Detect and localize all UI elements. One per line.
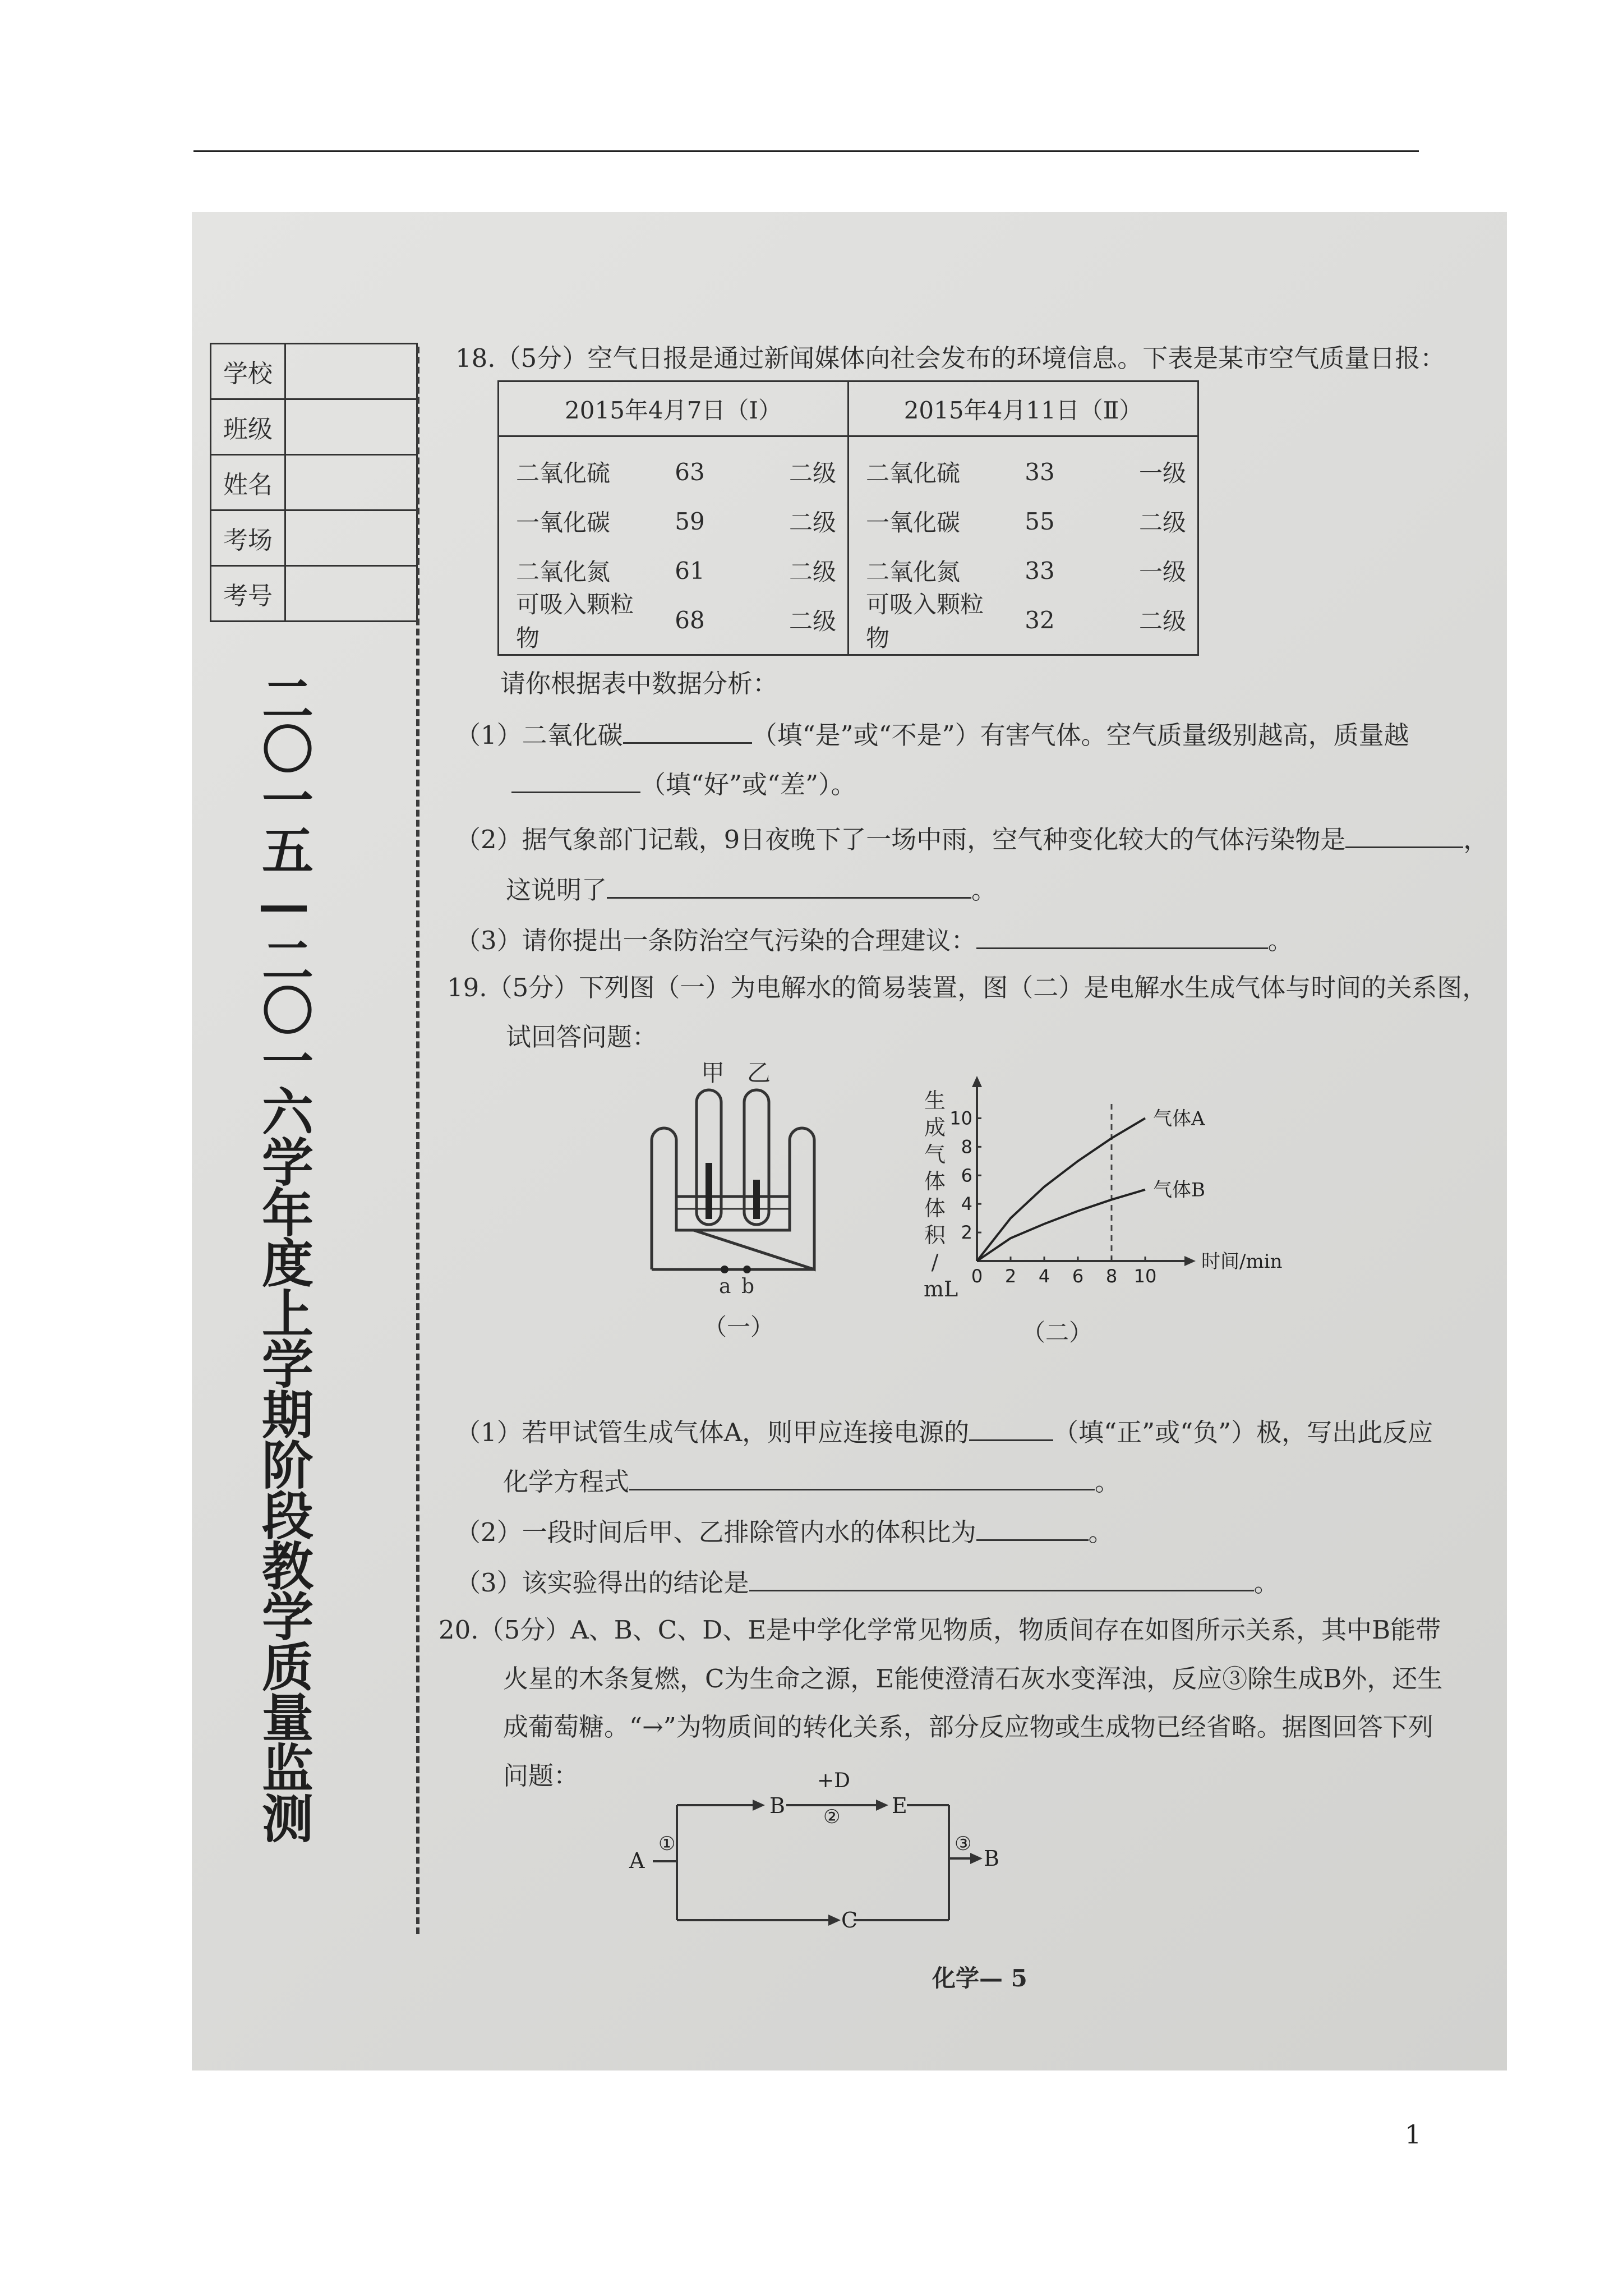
tube-label-jia: 甲	[701, 1059, 725, 1087]
table-row	[866, 447, 1186, 496]
node-a: A	[629, 1848, 645, 1873]
answer-blank[interactable]	[976, 1518, 1089, 1541]
y-tick-label: 10	[949, 1107, 972, 1129]
plus-d-label: +D	[817, 1769, 851, 1792]
table-header-cell: 2015年4月11日（Ⅱ）	[903, 396, 1143, 424]
table-row	[866, 496, 1186, 546]
q19-stem: 19.（5分）下列图（一）为电解水的简易装置，图（二）是电解水生成气体与时间的关系图，	[447, 973, 1488, 1002]
x-tick-label: 10	[1133, 1266, 1157, 1287]
pollutant-index: 33	[1025, 458, 1055, 486]
y-tick-label: 8	[961, 1136, 972, 1158]
terminal-b: b	[741, 1275, 755, 1298]
info-label: 班级	[211, 400, 286, 454]
q18-prompt: 请你根据表中数据分析：	[500, 669, 778, 698]
info-blank[interactable]	[286, 344, 416, 398]
terminal-a: a	[719, 1275, 731, 1298]
series-label: 气体B	[1153, 1179, 1205, 1202]
node-b-product: B	[984, 1846, 999, 1871]
gas-volume-chart	[943, 1093, 1283, 1295]
x-tick-label: 0	[971, 1266, 983, 1287]
q18-part3-end: 。	[1267, 926, 1293, 955]
series-label: 气体A	[1153, 1107, 1205, 1130]
q20-line2: 火星的木条复燃，C为生命之源，E能使澄清石灰水变浑浊，反应③除生成B外，还生	[503, 1664, 1443, 1694]
q18-part1-a: （1）二氧化碳	[455, 720, 623, 750]
q19-part3-text: （3）该实验得出的结论是	[455, 1568, 749, 1598]
ylabel-char: 气	[924, 1142, 946, 1167]
pollutant-level: 一级	[1138, 459, 1186, 487]
q18-part1-line1	[455, 721, 1409, 748]
pollutant-name: 一氧化碳	[516, 509, 611, 536]
q18-part1-b: （填“是”或“不是”）有害气体。空气质量级别越高，质量越	[751, 720, 1409, 750]
pollutant-index: 68	[675, 606, 705, 634]
info-blank[interactable]	[286, 455, 416, 509]
y-tick-label: 6	[961, 1165, 972, 1186]
pollutant-index: 59	[675, 507, 705, 535]
series-line-gas-a	[977, 1118, 1145, 1261]
pollutant-index: 32	[1025, 606, 1055, 634]
air-quality-table	[497, 380, 1199, 656]
q18-part1-line2	[511, 770, 856, 797]
student-info-box	[210, 343, 418, 622]
info-row-class	[211, 400, 416, 455]
pollutant-level: 二级	[789, 558, 836, 586]
q19-part3	[455, 1568, 1279, 1598]
q19-part1-c-end: 。	[1095, 1467, 1121, 1497]
exam-title-vertical: 二〇一五—二〇一六学年度上学期阶段教学质量监测	[253, 672, 314, 1842]
table-body	[499, 437, 1197, 654]
info-label: 考场	[211, 511, 286, 565]
figure2-caption: （二）	[1022, 1319, 1093, 1346]
y-tick-label: 2	[961, 1222, 972, 1244]
q19-part1-b: （填“正”或“负”）极，写出此反应	[1053, 1418, 1433, 1447]
tube-label-yi: 乙	[747, 1059, 771, 1087]
q19-part2-text: （2）一段时间后甲、乙排除管内水的体积比为	[455, 1517, 976, 1547]
chart-ylabel	[924, 1087, 958, 1303]
answer-blank[interactable]	[623, 721, 752, 744]
ylabel-char: mL	[924, 1277, 958, 1301]
table-column-left	[499, 437, 849, 654]
pollutant-name: 二氧化硫	[516, 459, 611, 487]
q19-part2	[455, 1518, 1114, 1545]
info-blank[interactable]	[286, 400, 416, 454]
subject-page-label: 化学— 5	[932, 1964, 1027, 1992]
info-label: 姓名	[211, 455, 286, 509]
answer-blank[interactable]	[976, 926, 1268, 949]
q18-part1-c: （填“好”或“差”）。	[640, 770, 856, 799]
answer-blank[interactable]	[511, 770, 640, 793]
ylabel-char: 体	[924, 1196, 946, 1221]
info-row-name	[211, 455, 416, 511]
figure1-caption: （一）	[703, 1313, 774, 1341]
q18-part3	[455, 926, 1293, 953]
pollutant-level: 一级	[1138, 558, 1186, 586]
table-header	[499, 382, 1197, 437]
q19-part1-c: 化学方程式	[503, 1467, 630, 1497]
reaction-3-label: ③	[955, 1833, 972, 1855]
info-blank[interactable]	[286, 511, 416, 565]
header-rule	[193, 150, 1419, 152]
pollutant-index: 55	[1025, 507, 1055, 535]
x-axis-arrow	[1184, 1256, 1196, 1266]
q19-part1-a: （1）若甲试管生成气体A，则甲应连接电源的	[455, 1418, 970, 1447]
scanned-exam-photo	[192, 212, 1507, 2070]
y-axis-arrow	[972, 1076, 982, 1087]
q18-part2-a-end: ，	[1463, 825, 1489, 854]
table-row	[516, 447, 836, 496]
answer-blank[interactable]	[1345, 825, 1463, 848]
table-row	[866, 591, 1186, 652]
q20-line1: 20.（5分）A、B、C、D、E是中学化学常见物质，物质间存在如图所示关系，其中B能带	[439, 1615, 1441, 1645]
table-row	[516, 591, 836, 652]
x-tick-label: 2	[1004, 1266, 1017, 1287]
q20-line4: 问题：	[503, 1761, 579, 1791]
answer-blank[interactable]	[749, 1568, 1254, 1591]
pollutant-level: 二级	[1138, 608, 1186, 635]
pollutant-index: 61	[675, 556, 705, 585]
pollutant-index: 33	[1025, 556, 1055, 585]
q18-part2-b: 这说明了	[506, 875, 607, 905]
pollutant-name: 二氧化氮	[866, 558, 961, 586]
x-tick-label: 4	[1038, 1266, 1050, 1287]
pollutant-level: 二级	[789, 459, 836, 487]
info-row-room	[211, 511, 416, 567]
pollutant-name: 二氧化硫	[866, 459, 961, 487]
q19-part1-line1	[455, 1418, 1433, 1445]
series-line-gas-b	[977, 1190, 1145, 1261]
electrolysis-apparatus	[640, 1084, 826, 1286]
node-c: C	[841, 1908, 858, 1932]
q20-line3: 成葡萄糖。“→”为物质间的转化关系，部分反应物或生成物已经省略。据图回答下列	[503, 1712, 1433, 1742]
page-number: 1	[1405, 2119, 1422, 2150]
table-row	[516, 496, 836, 546]
q19-part1-line2	[503, 1467, 1121, 1497]
table-header-cell: 2015年4月7日（Ⅰ）	[499, 382, 849, 435]
answer-blank[interactable]	[607, 876, 971, 899]
q18-part2-line2	[506, 876, 997, 903]
answer-blank[interactable]	[969, 1418, 1053, 1441]
q18-part2-line1	[455, 825, 1488, 852]
info-label: 学校	[211, 344, 286, 398]
node-e: E	[892, 1793, 907, 1818]
answer-blank[interactable]	[629, 1467, 1095, 1490]
ylabel-char: 积	[924, 1223, 946, 1248]
info-row-school	[211, 344, 416, 400]
ylabel-char: /	[931, 1250, 939, 1274]
node-b: B	[769, 1793, 785, 1818]
binding-dashed-line	[416, 347, 419, 1934]
ylabel-char: 体	[924, 1169, 946, 1194]
info-row-id	[211, 567, 416, 620]
q18-part2-a: （2）据气象部门记载，9日夜晚下了一场中雨，空气种变化较大的气体污染物是	[455, 825, 1346, 854]
x-tick-label: 6	[1072, 1266, 1084, 1287]
q19-part2-end: 。	[1088, 1517, 1114, 1547]
ylabel-char: 生	[924, 1088, 946, 1113]
y-tick-label: 4	[961, 1193, 972, 1215]
pollutant-name: 一氧化碳	[866, 509, 961, 536]
reaction-1-label: ①	[658, 1833, 676, 1855]
ylabel-char: 成	[924, 1115, 946, 1140]
pollutant-level: 二级	[789, 509, 836, 536]
q19-stem2: 试回答问题：	[506, 1022, 658, 1052]
q19-part3-end: 。	[1253, 1568, 1279, 1598]
q18-part3-text: （3）请你提出一条防治空气污染的合理建议：	[455, 926, 976, 955]
q18-part2-b-end: 。	[971, 875, 997, 905]
info-blank[interactable]	[286, 567, 416, 620]
pollutant-level: 二级	[789, 608, 836, 635]
table-column-right	[849, 437, 1197, 654]
pollutant-name: 二氧化氮	[516, 558, 611, 586]
reaction-2-label: ②	[823, 1806, 841, 1828]
info-label: 考号	[211, 567, 286, 620]
q18-stem: 18.（5分）空气日报是通过新闻媒体向社会发布的环境信息。下表是某市空气质量日报：	[455, 343, 1446, 373]
pollutant-index: 63	[675, 458, 705, 486]
reaction-diagram	[629, 1760, 1011, 1951]
x-tick-label: 8	[1105, 1266, 1118, 1287]
pollutant-level: 二级	[1138, 509, 1186, 536]
x-axis-label: 时间/min	[1201, 1250, 1283, 1273]
pollutant-name: 可吸入颗粒物	[516, 591, 634, 652]
pollutant-name: 可吸入颗粒物	[866, 591, 984, 652]
